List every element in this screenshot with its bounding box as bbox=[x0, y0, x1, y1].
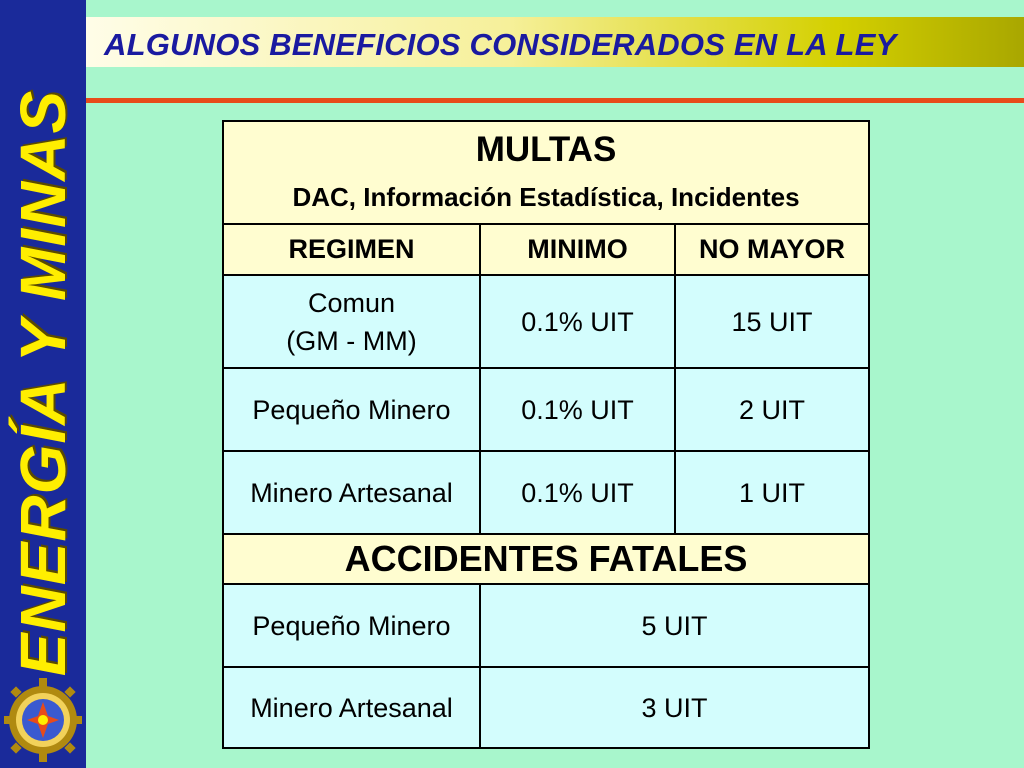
table-header bbox=[224, 122, 868, 223]
slide-title: ALGUNOS BENEFICIOS CONSIDERADOS EN LA LEY bbox=[104, 27, 897, 62]
table-title: MULTAS bbox=[475, 130, 617, 169]
regimen-cell: Minero Artesanal bbox=[224, 452, 479, 533]
regimen-cell bbox=[224, 276, 479, 367]
no-mayor-cell: 1 UIT bbox=[676, 452, 868, 533]
table-row bbox=[224, 668, 868, 747]
table-row bbox=[224, 452, 868, 533]
multas-table bbox=[222, 120, 870, 749]
sidebar bbox=[0, 0, 86, 768]
table-row bbox=[224, 585, 868, 666]
fatal-value-cell: 3 UIT bbox=[481, 668, 868, 747]
column-header-regimen: REGIMEN bbox=[224, 225, 479, 274]
no-mayor-cell: 15 UIT bbox=[676, 276, 868, 367]
minimo-cell: 0.1% UIT bbox=[481, 452, 674, 533]
minimo-cell: 0.1% UIT bbox=[481, 369, 674, 450]
fatal-value-cell: 5 UIT bbox=[481, 585, 868, 666]
table-row bbox=[224, 276, 868, 367]
ministry-gear-logo-icon bbox=[4, 676, 82, 764]
section-title-accidentes: ACCIDENTES FATALES bbox=[224, 535, 868, 583]
sidebar-title: ENERGÍA Y MINAS bbox=[7, 89, 79, 677]
table-row bbox=[224, 369, 868, 450]
title-bar bbox=[86, 17, 1024, 67]
divider-line bbox=[86, 98, 1024, 103]
column-header-no-mayor: NO MAYOR bbox=[676, 225, 868, 274]
regimen-cell: Minero Artesanal bbox=[224, 668, 479, 747]
regimen-cell: Pequeño Minero bbox=[224, 585, 479, 666]
minimo-cell: 0.1% UIT bbox=[481, 276, 674, 367]
regimen-line: (GM - MM) bbox=[286, 325, 417, 356]
column-header-minimo: MINIMO bbox=[481, 225, 674, 274]
regimen-line: Comun bbox=[307, 287, 396, 318]
regimen-cell: Pequeño Minero bbox=[224, 369, 479, 450]
no-mayor-cell: 2 UIT bbox=[676, 369, 868, 450]
table-subtitle: DAC, Información Estadística, Incidentes bbox=[292, 182, 800, 212]
